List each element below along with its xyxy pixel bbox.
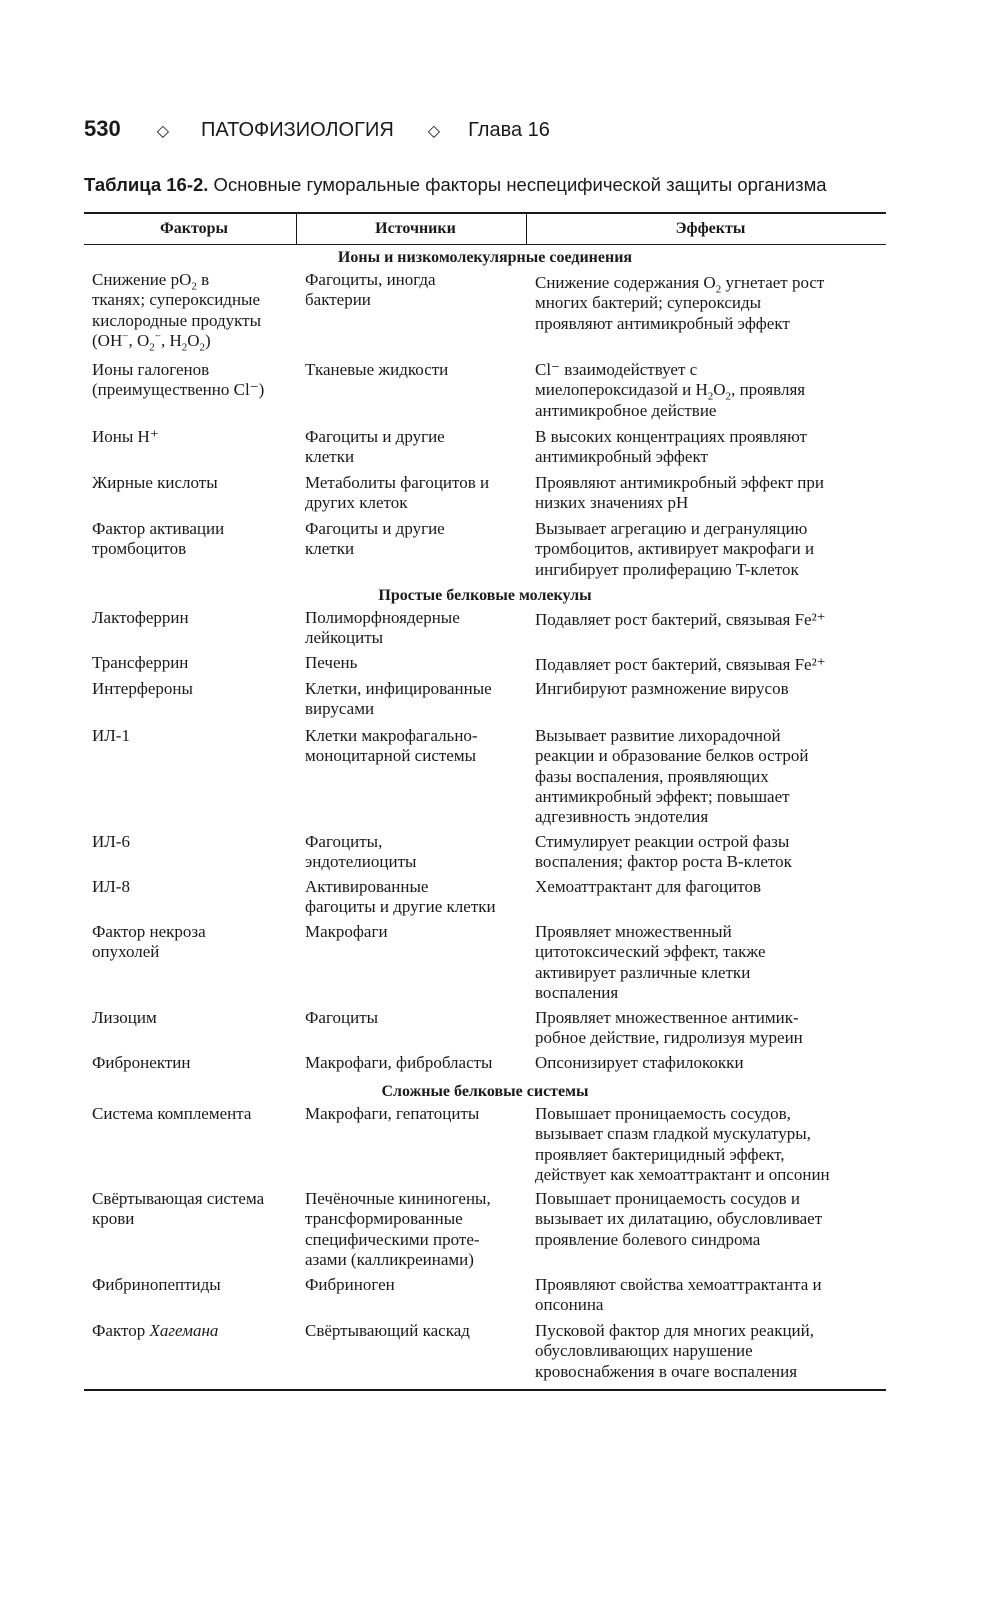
cell-factor: Жирные кислоты (92, 473, 218, 492)
table-row (84, 360, 886, 427)
table-row (84, 1053, 886, 1079)
cell-effect: В высоких концентрациях проявляют антимикробный эффект (535, 427, 807, 467)
cell-source: Макрофаги, фибробласты (305, 1053, 493, 1072)
table-row (84, 270, 886, 360)
section-title: Сложные белковые системы (381, 1083, 589, 1100)
column-header-sources: Источники (297, 214, 527, 244)
cell-source: Фагоциты, иногда бактерии (305, 270, 436, 310)
cell-source: Макрофаги (305, 922, 388, 941)
table-row (84, 726, 886, 832)
table-caption (84, 174, 827, 196)
cell-effect: Cl⁻ взаимодействует с миелопероксидазой и $H_2O_2$, проявляя антимикробное действие (535, 360, 806, 420)
cell-factor: Интерфероны (92, 679, 193, 698)
table-row (84, 922, 886, 1008)
cell-effect: Хемоаттрактант для фагоцитов (535, 877, 762, 896)
section-title: Простые белковые молекулы (378, 587, 592, 604)
table-row (84, 1104, 886, 1189)
cell-factor: ИЛ-1 (92, 726, 130, 745)
table-row (84, 653, 886, 679)
cell-factor: Фибринопептиды (92, 1275, 221, 1294)
cell-effect: Пусковой фактор для многих реакций, обусловливающих нарушение кровоснабжения в очаге воспаления (535, 1321, 815, 1381)
cell-source: Фибриноген (305, 1275, 395, 1294)
cell-factor: Лизоцим (92, 1008, 157, 1027)
diamond-icon: ◇ (156, 123, 170, 140)
table-row (84, 679, 886, 726)
cell-effect: Опсонизирует стафилококки (535, 1053, 744, 1072)
cell-source: Печень (305, 653, 358, 672)
cell-factor: Фактор Хагемана (92, 1321, 219, 1340)
cell-factor: Лактоферрин (92, 608, 189, 627)
cell-effect: Стимулирует реакции острой фазы воспаления; фактор роста B-клеток (535, 832, 792, 872)
cell-source: Метаболиты фагоцитов и других клеток (305, 473, 490, 513)
cell-effect: Повышает проницаемость сосудов и вызывает их дилатацию, обусловливает проявление болевого синдрома (535, 1189, 823, 1249)
cell-source: Клетки макрофагально- моноцитарной системы (305, 726, 478, 766)
table-row (84, 427, 886, 473)
cell-factor: Фактор активации тромбоцитов (92, 519, 225, 559)
cell-effect: Подавляет рост бактерий, связывая Fe²⁺ (535, 610, 826, 629)
table-row (84, 1321, 886, 1383)
cell-factor: Фактор некроза опухолей (92, 922, 206, 962)
table-row (84, 473, 886, 519)
table-row (84, 1189, 886, 1275)
cell-source: Печёночные кининогены, трансформированные специфическими проте- азами (калликреинами) (305, 1189, 491, 1269)
cell-effect: Снижение содержания $O_2$ угнетает рост многих бактерий; супероксиды проявляют антимикробный эффект (535, 273, 825, 333)
cell-source: Фагоциты и другие клетки (305, 519, 445, 559)
table-bottom-rule (84, 1389, 886, 1391)
cell-source: Тканевые жидкости (305, 360, 449, 379)
page-number: 530 (84, 116, 121, 141)
column-header-effects: Эффекты (675, 219, 746, 237)
table-row (84, 608, 886, 653)
table-caption-text: Основные гуморальные факторы неспецифической защиты организма (208, 174, 827, 195)
table-caption-label: Таблица 16-2. (84, 174, 209, 195)
cell-factor: Фибронектин (92, 1053, 191, 1072)
cell-factor: Ионы галогенов (преимущественно Cl⁻) (92, 360, 265, 400)
section-title: Ионы и низкомолекулярные соединения (337, 249, 633, 266)
cell-factor: Снижение $pO_2$ в тканях; супероксидные кислородные продукты (OH−, $O_2^-$, $H_2O_2$) (92, 270, 262, 354)
page-header (84, 116, 550, 142)
cell-effect: Подавляет рост бактерий, связывая Fe²⁺ (535, 655, 826, 674)
cell-source: Макрофаги, гепатоциты (305, 1104, 480, 1123)
cell-source: Полиморфноядерные лейкоциты (305, 608, 460, 648)
book-title: ПАТОФИЗИОЛОГИЯ (201, 119, 394, 141)
cell-factor: Система комплемента (92, 1104, 252, 1123)
table-header (84, 212, 886, 245)
table-row (84, 832, 886, 877)
cell-factor: ИЛ-6 (92, 832, 130, 851)
cell-factor: Трансферрин (92, 653, 189, 672)
cell-source: Фагоциты и другие клетки (305, 427, 445, 467)
chapter-label: Глава 16 (468, 119, 550, 141)
cell-source: Свёртывающий каскад (305, 1321, 470, 1340)
factors-table (84, 212, 886, 1391)
table-row (84, 519, 886, 583)
cell-source: Клетки, инфицированные вирусами (305, 679, 492, 719)
cell-effect: Повышает проницаемость сосудов, вызывает спазм гладкой мускулатуры, проявляет бактерицидный эффект, действует как хемоаттрактант и опсонин (535, 1104, 830, 1184)
cell-effect: Вызывает развитие лихорадочной реакции и образование белков острой фазы воспаления, проявляющих антимикробный эффект; повышает адгезивность эндотелия (535, 726, 809, 827)
cell-source: Фагоциты (305, 1008, 379, 1027)
cell-effect: Проявляет множественный цитотоксический эффект, также активирует различные клетки воспаления (535, 922, 766, 1002)
cell-source: Активированные фагоциты и другие клетки (305, 877, 496, 917)
column-header-factors: Факторы (84, 214, 297, 244)
cell-effect: Проявляют антимикробный эффект при низких значениях pH (535, 473, 824, 513)
table-row (84, 1008, 886, 1053)
table-row (84, 1275, 886, 1321)
diamond-icon: ◇ (427, 123, 441, 140)
cell-effect: Проявляет множественное антимик- робное действие, гидролизуя муреин (535, 1008, 803, 1048)
cell-effect: Вызывает агрегацию и дегрануляцию тромбоцитов, активирует макрофаги и ингибирует пролиферацию T-клеток (535, 519, 815, 579)
table-row (84, 877, 886, 922)
cell-effect: Проявляют свойства хемоаттрактанта и опсонина (535, 1275, 822, 1315)
cell-source: Фагоциты, эндотелиоциты (305, 832, 417, 872)
cell-factor: Ионы H⁺ (92, 427, 159, 446)
cell-factor: Свёртывающая система крови (92, 1189, 265, 1229)
cell-factor: ИЛ-8 (92, 877, 130, 896)
cell-effect: Ингибируют размножение вирусов (535, 679, 789, 698)
